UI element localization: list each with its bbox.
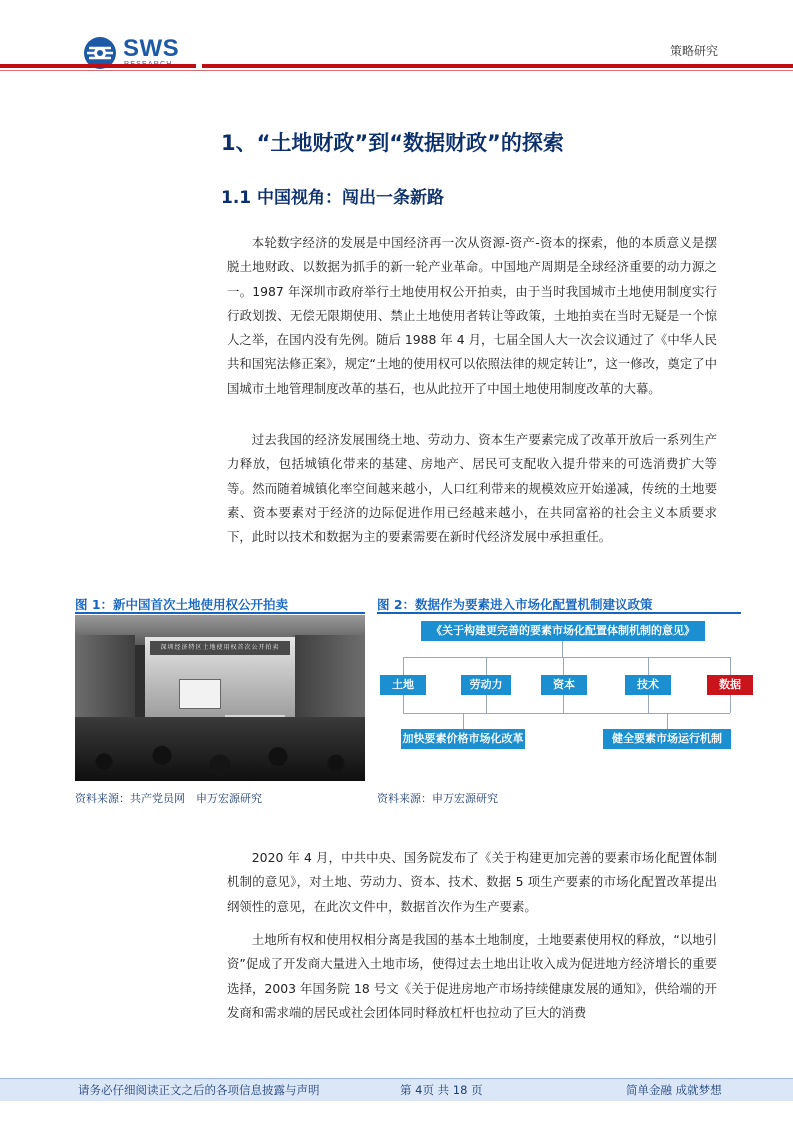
connector bbox=[648, 657, 649, 675]
connector bbox=[648, 695, 649, 713]
connector bbox=[463, 713, 464, 729]
footer-page-number: 第 4页 共 18 页 bbox=[400, 1083, 483, 1097]
connector bbox=[486, 695, 487, 713]
connector bbox=[563, 695, 564, 713]
section-heading: 1、“土地财政”到“数据财政”的探索 bbox=[221, 131, 564, 155]
page-footer bbox=[0, 1078, 793, 1101]
body-paragraph-1: 本轮数字经济的发展是中国经济再一次从资源-资产-资本的探索，他的本质意义是摆脱土地财政、以数据为抓手的新一轮产业革命。中国地产周期是全球经济重要的动力源之一。1987 年深圳市政府举行土地使用权公开拍卖，由于当时我国城市土地使用制度实行行政划拨、无偿无限期使用、禁止土地使用者转让等政策，土地拍卖在当时无疑是一个惊人之举，在国内没有先例。随后 1988 年 4 月，七届全国人大一次会议通过了《中华人民共和国宪法修正案》，规定“土地的使用权可以依照法律的规定转让”，这一修改，奠定了中国城市土地管理制度改革的基石，也从此拉开了中国土地使用制度改革的大幕。 bbox=[227, 235, 717, 396]
body-paragraph-3: 2020 年 4 月，中共中央、国务院发布了《关于构建更加完善的要素市场化配置体制机制的意见》，对土地、劳动力、资本、技术、数据 5 项生产要素的市场化配置改革提出纲领性的意见，在此次文件中，数据首次作为生产要素。 bbox=[227, 850, 717, 914]
figure-2-title: 图 2：数据作为要素进入市场化配置机制建议政策 bbox=[377, 597, 653, 612]
policy-diagram bbox=[377, 615, 741, 781]
outcome-box-price-reform: 加快要素价格市场化改革 bbox=[401, 729, 525, 749]
factor-box-land: 土地 bbox=[380, 675, 426, 695]
sws-logo bbox=[83, 34, 193, 74]
connector bbox=[667, 713, 668, 729]
figure-1-title: 图 1：新中国首次土地使用权公开拍卖 bbox=[75, 597, 289, 612]
body-paragraph-4: 土地所有权和使用权相分离是我国的基本土地制度，土地要素使用权的释放，“以地引资”促成了开发商大量进入土地市场，使得过去土地出让收入成为促进地方经济增长的重要选择，2003 年国务院 18 号文《关于促进房地产市场持续健康发展的通知》，供给端的开发商和需求端的居民或社会团体同时释放杠杆也拉动了巨大的消费 bbox=[227, 932, 717, 1020]
connector bbox=[403, 657, 730, 658]
connector bbox=[730, 695, 731, 713]
connector bbox=[563, 657, 564, 675]
connector bbox=[403, 713, 730, 714]
connector bbox=[486, 657, 487, 675]
outcome-box-market-mechanism: 健全要素市场运行机制 bbox=[603, 729, 731, 749]
factor-box-data: 数据 bbox=[707, 675, 753, 695]
photo-banner: 深圳经济特区土地使用权首次公开拍卖 bbox=[150, 641, 290, 655]
footer-disclaimer: 请务必仔细阅读正文之后的各项信息披露与声明 bbox=[78, 1083, 320, 1097]
figure-2-source: 资料来源：申万宏源研究 bbox=[377, 792, 498, 805]
footer-slogan: 简单金融 成就梦想 bbox=[626, 1083, 722, 1097]
connector bbox=[403, 657, 404, 675]
factor-box-capital: 资本 bbox=[541, 675, 587, 695]
photo-board bbox=[179, 679, 221, 709]
factor-box-labor: 劳动力 bbox=[461, 675, 511, 695]
connector bbox=[562, 641, 563, 657]
report-category: 策略研究 bbox=[669, 44, 718, 58]
connector bbox=[730, 657, 731, 675]
figure-1-source: 资料来源：共产党员网 申万宏源研究 bbox=[75, 792, 262, 805]
auction-photo bbox=[75, 615, 365, 781]
factor-box-technology: 技术 bbox=[625, 675, 671, 695]
subsection-heading: 1.1 中国视角：闯出一条新路 bbox=[221, 188, 445, 208]
logo-wordmark: SWS bbox=[123, 35, 180, 62]
diagram-policy-box: 《关于构建更完善的要素市场化配置体制机制的意见》 bbox=[421, 621, 705, 641]
header-rule-thin bbox=[0, 70, 793, 71]
header-rule-gap bbox=[196, 62, 202, 70]
figure-1-rule bbox=[75, 612, 365, 614]
body-paragraph-2: 过去我国的经济发展围绕土地、劳动力、资本生产要素完成了改革开放后一系列生产力释放，包括城镇化带来的基建、房地产、居民可支配收入提升带来的可选消费扩大等等。然而随着城镇化率空间越来越小，人口红利带来的规模效应开始递减，传统的土地要素、资本要素对于经济的边际促进作用已经越来越小，在共同富裕的社会主义本质要求下，此时以技术和数据为主的要素需要在新时代经济发展中承担重任。 bbox=[227, 432, 717, 545]
connector bbox=[403, 695, 404, 713]
figure-2-rule bbox=[377, 612, 741, 614]
header-rule bbox=[0, 64, 793, 68]
photo-audience bbox=[75, 717, 365, 781]
